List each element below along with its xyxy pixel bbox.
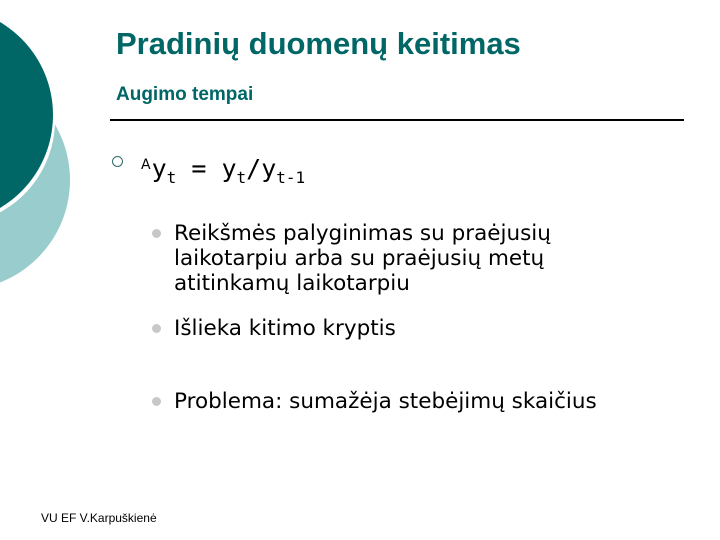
dot-bullet-icon [152, 324, 161, 333]
formula-term: y [151, 154, 167, 183]
dot-bullet-icon [152, 397, 161, 406]
bullet-text: Problema: sumažėja stebėjimų skaičius [174, 389, 597, 414]
bullet-text-line: atitinkamų laikotarpiu [174, 271, 410, 296]
slide-title: Pradinių duomenų keitimas [116, 26, 521, 61]
formula-slash: / [246, 154, 262, 183]
slide-footer: VU EF V.Karpuškienė [41, 511, 157, 525]
bullet-item [152, 389, 692, 414]
bullet-item [152, 221, 692, 296]
formula-term: y [261, 154, 277, 183]
corner-decoration [0, 0, 120, 300]
formula-prefix: A [141, 157, 151, 173]
bullet-text-line: Reikšmės palyginimas su praėjusių [174, 221, 551, 246]
ring-bullet-icon [112, 156, 123, 167]
formula-equals: = [176, 154, 222, 183]
dot-bullet-icon [152, 229, 161, 238]
slide-subtitle: Augimo tempai [116, 84, 254, 105]
title-divider [110, 119, 684, 121]
formula-term: y [221, 154, 237, 183]
bullet-text: Išlieka kitimo kryptis [174, 316, 396, 341]
bullet-item [152, 316, 692, 341]
formula-subscript: t-1 [276, 168, 306, 187]
formula-subscript: t [166, 168, 177, 187]
formula-subscript: t [236, 168, 247, 187]
growth-rate-formula [141, 150, 305, 193]
bullet-text [174, 221, 551, 296]
bullet-text-line: laikotarpiu arba su praėjusių metų [174, 246, 545, 271]
